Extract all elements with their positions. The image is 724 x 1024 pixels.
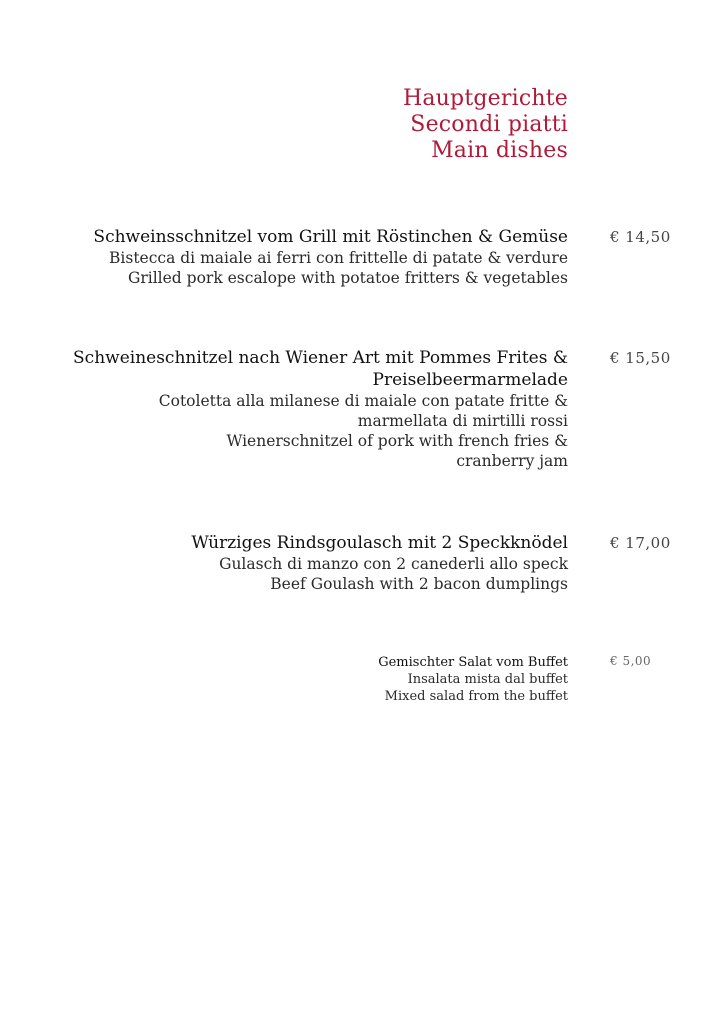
item-description-english: Grilled pork escalope with potatoe fritters & vegetables bbox=[127, 269, 568, 287]
menu-item-goulash bbox=[191, 532, 568, 594]
heading-german: Hauptgerichte bbox=[402, 86, 568, 111]
menu-item-salad bbox=[378, 654, 568, 705]
item-name: Würziges Rindsgoulasch mit 2 Speckknödel bbox=[191, 533, 568, 553]
item-description-english: Mixed salad from the buffet bbox=[384, 689, 568, 704]
item-description-english: Beef Goulash with 2 bacon dumplings bbox=[270, 575, 568, 593]
item-price: € 15,50 bbox=[610, 349, 671, 367]
item-description-italian: Gulasch di manzo con 2 canederli allo speck bbox=[219, 555, 568, 573]
item-description-italian-1: Cotoletta alla milanese di maiale con patate fritte & bbox=[158, 392, 568, 410]
item-description-english-2: cranberry jam bbox=[456, 452, 568, 470]
heading-italian: Secondi piatti bbox=[410, 112, 568, 137]
item-description-italian: Insalata mista dal buffet bbox=[407, 672, 568, 687]
item-price: € 5,00 bbox=[610, 654, 652, 668]
item-name-line-2: Preiselbeermarmelade bbox=[372, 370, 568, 390]
item-price: € 14,50 bbox=[610, 228, 671, 246]
heading-english: Main dishes bbox=[431, 138, 568, 163]
menu-heading bbox=[403, 86, 568, 164]
item-name: Gemischter Salat vom Buffet bbox=[378, 655, 568, 670]
item-description-italian-2: marmellata di mirtilli rossi bbox=[357, 412, 568, 430]
menu-item-wiener-schnitzel bbox=[73, 347, 568, 471]
menu-item-pork-grill bbox=[93, 226, 568, 288]
item-description-italian: Bistecca di maiale ai ferri con frittelle di patate & verdure bbox=[109, 249, 568, 267]
item-name: Schweinsschnitzel vom Grill mit Röstinchen & Gemüse bbox=[93, 227, 568, 247]
item-price: € 17,00 bbox=[610, 534, 671, 552]
item-name-line-1: Schweineschnitzel nach Wiener Art mit Pommes Frites & bbox=[73, 348, 568, 368]
item-description-english-1: Wienerschnitzel of pork with french fries & bbox=[226, 432, 568, 450]
